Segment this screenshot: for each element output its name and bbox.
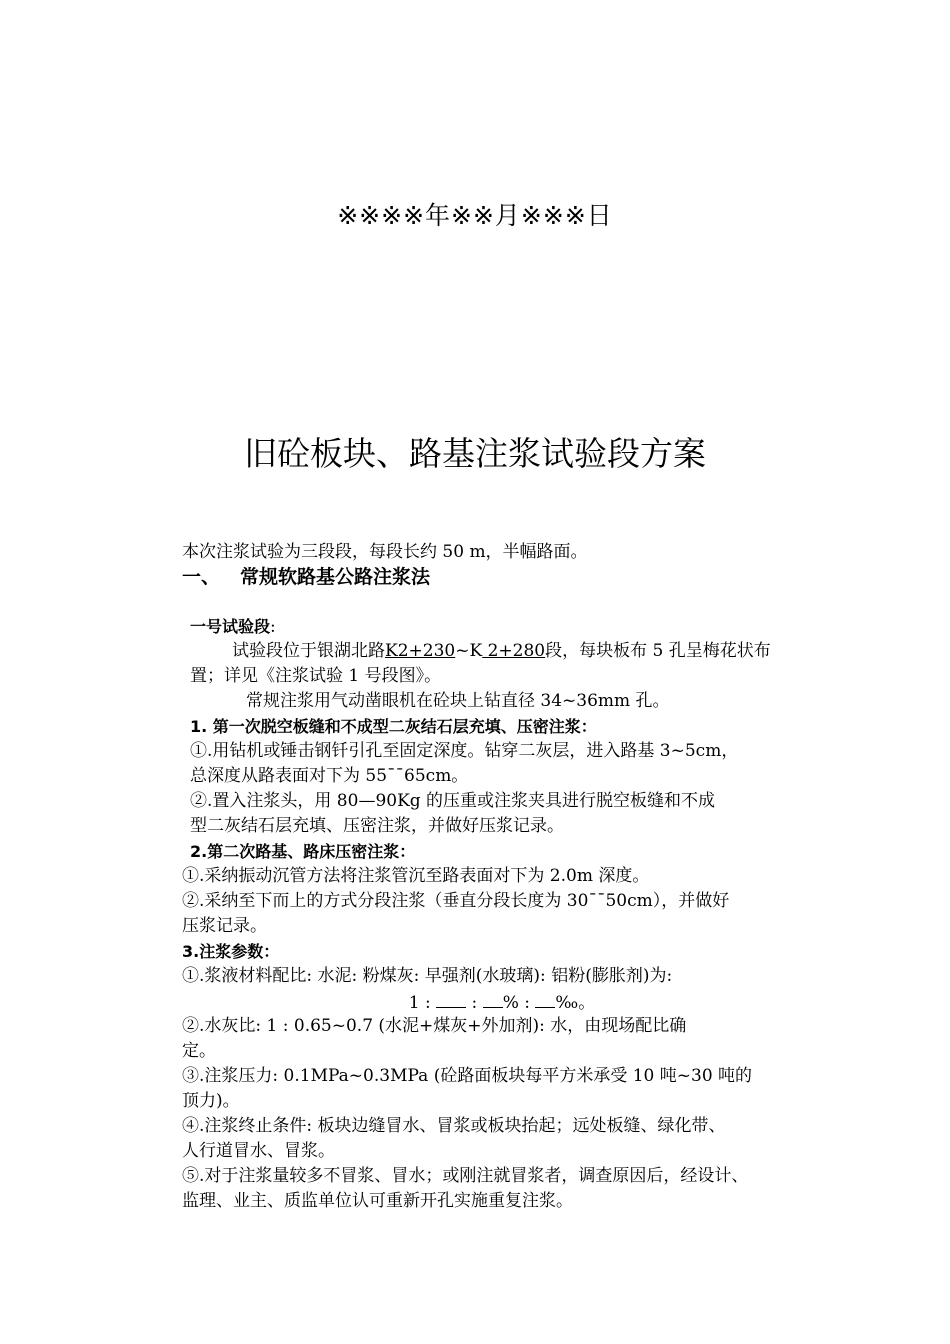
- document-body: [182, 540, 822, 1214]
- ratio-blank: [535, 989, 555, 1008]
- step3-line: 人行道冒水、冒浆。: [182, 1141, 335, 1161]
- step2-line: ②.采纳至下而上的方式分段注浆（垂直分段长度为 30¯¯50cm），并做好: [182, 891, 730, 911]
- step1-title: 1. 第一次脱空板缝和不成型二灰结石层充填、压密注浆：: [190, 717, 597, 736]
- step3-line: ③.注浆压力: 0.1MPa~0.3MPa (砼路面板块每平方米承受 10 吨~30 吨的: [182, 1066, 753, 1086]
- station-end: 2+280: [482, 641, 546, 661]
- step3-line: ④.注浆终止条件: 板块边缝冒水、冒浆或板块抬起；远处板缝、绿化带、: [182, 1116, 726, 1136]
- segment-location-line2: 置；详见《注浆试验 1 号段图》。: [190, 666, 442, 686]
- step3-line: 顶力)。: [182, 1091, 240, 1111]
- segment-heading-text: 一号试验段: [190, 617, 271, 636]
- step1-line: 总深度从路表面对下为 55¯¯65cm。: [190, 766, 469, 786]
- station-start: K2+230: [385, 641, 456, 661]
- ratio-blank: [483, 989, 503, 1008]
- segment-drill-line: 常规注浆用气动凿眼机在砼块上钻直径 34~36mm 孔。: [246, 691, 670, 711]
- step1-line: ②.置入注浆头，用 80—90Kg 的压重或注浆夹具进行脱空板缝和不成: [190, 791, 716, 811]
- step3-line: ⑤.对于注浆量较多不冒浆、冒水；或刚注就冒浆者，调查原因后，经设计、: [182, 1166, 749, 1186]
- ratio-blank: [436, 989, 466, 1008]
- location-suffix: 段，每块板布 5 孔呈梅花状布: [545, 641, 771, 661]
- step2-line: 压浆记录。: [182, 916, 267, 936]
- step1-line: ①.用钻机或锤击钢钎引孔至固定深度。钻穿二灰层，进入路基 3~5cm，: [190, 741, 739, 761]
- intro-paragraph: 本次注浆试验为三段段，每段长约 50 m，半幅路面。: [182, 542, 588, 562]
- ratio-formula-line: [182, 989, 822, 1014]
- section-number: 一、: [182, 566, 221, 588]
- step2-line: ①.采纳振动沉管方法将注浆管沉至路表面对下为 2.0m 深度。: [182, 866, 650, 886]
- ratio-part: ‰。: [555, 993, 596, 1013]
- document-title: 旧砼板块、路基注浆试验段方案: [244, 434, 706, 473]
- step3-line: 定。: [182, 1041, 216, 1061]
- step3-title: 3.注浆参数：: [182, 942, 280, 961]
- location-prefix: 试验段位于银湖北路: [232, 641, 385, 661]
- step1-line: 型二灰结石层充填、压密注浆，并做好压浆记录。: [190, 816, 564, 836]
- section-title: 常规软路基公路注浆法: [240, 566, 431, 588]
- spacer: [182, 592, 822, 614]
- segment-heading-colon: :: [270, 617, 276, 637]
- segment-location-line1: [182, 639, 822, 664]
- ratio-label-line: ①.浆液材料配比: 水泥: 粉煤灰: 早强剂(水玻璃): 铝粉(膨胀剂)为:: [182, 966, 673, 986]
- step3-line: ②.水灰比: 1 : 0.65~0.7 (水泥+煤灰+外加剂): 水，由现场配比确: [182, 1016, 687, 1036]
- ratio-part: :: [466, 993, 483, 1013]
- cover-date: ※※※※年※※月※※※日: [337, 201, 613, 230]
- step2-title: 2.第二次路基、路床压密注浆：: [190, 842, 416, 861]
- ratio-part: 1 :: [408, 993, 437, 1013]
- segment-heading: [182, 614, 822, 639]
- step3-line: 监理、业主、质监单位认可重新开孔实施重复注浆。: [182, 1191, 573, 1211]
- ratio-part: % :: [502, 993, 536, 1013]
- station-tilde: ~K: [455, 641, 483, 661]
- section-heading-1: [182, 565, 822, 592]
